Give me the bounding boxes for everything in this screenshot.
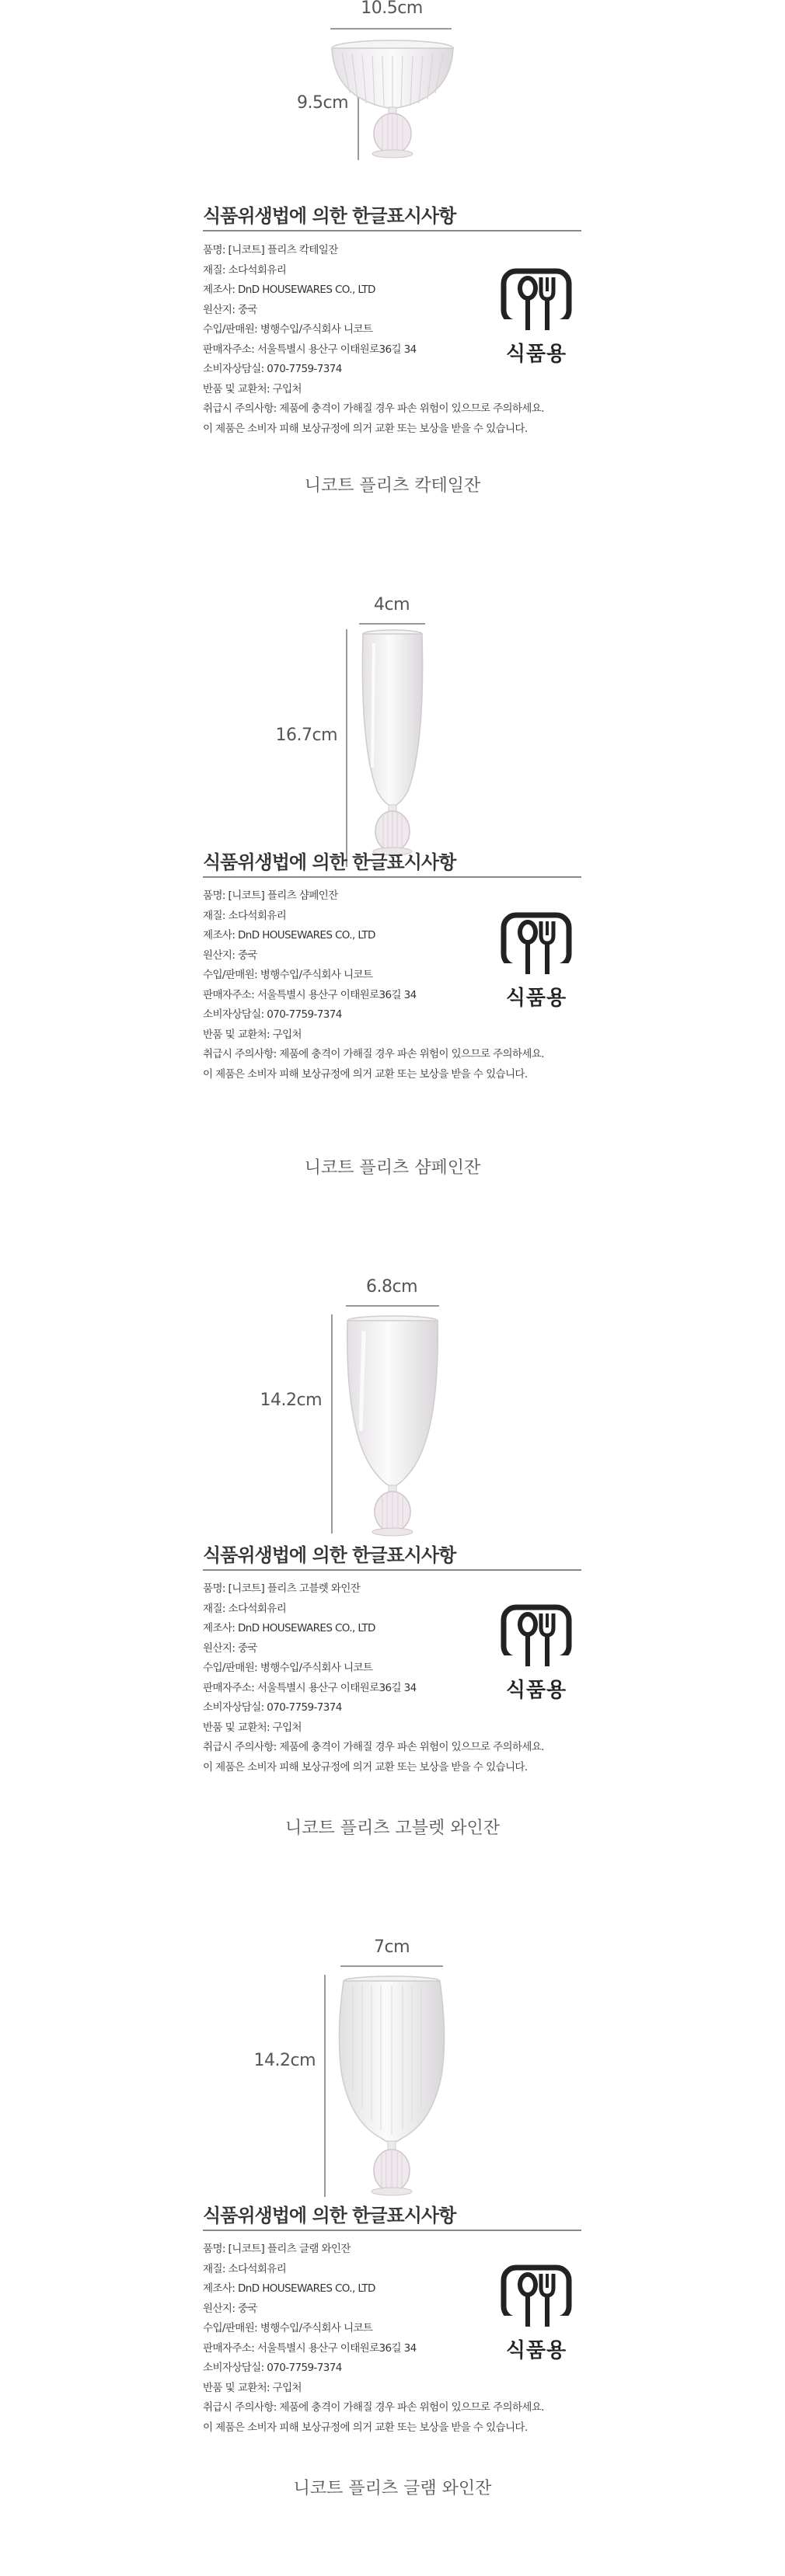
food-utensil-icon — [501, 912, 572, 976]
info-line: 판매자주소: 서울특별시 용산구 이태원로36길 34 — [203, 2341, 417, 2355]
info-line: 소비자상담실: 070-7759-7374 — [203, 1701, 342, 1714]
info-line: 취급시 주의사항: 제품에 충격이 가해질 경우 파손 위험이 있으므로 주의하세요. — [203, 1048, 544, 1060]
info-line: 이 제품은 소비자 피해 보상규정에 의거 교환 또는 보상을 받을 수 있습니다. — [203, 1067, 528, 1081]
height-dimension-line — [331, 1314, 333, 1533]
width-dimension-line — [359, 623, 425, 625]
info-line: 소비자상담실: 070-7759-7374 — [203, 2362, 342, 2374]
width-dimension-label: 7cm — [373, 1937, 410, 1957]
info-line: 소비자상담실: 070-7759-7374 — [203, 1008, 342, 1021]
info-line: 원산지: 중국 — [203, 1641, 257, 1655]
info-line: 재질: 소다석회유리 — [203, 909, 287, 922]
info-line: 판매자주소: 서울특별시 용산구 이태원로36길 34 — [203, 1681, 417, 1694]
info-line: 소비자상담실: 070-7759-7374 — [203, 363, 342, 375]
info-line: 제조사: DnD HOUSEWARES CO., LTD — [203, 2282, 375, 2295]
info-divider — [203, 1569, 581, 1571]
product-caption: 니코트 플리츠 고블렛 와인잔 — [284, 1819, 500, 1838]
product-caption: 니코트 플리츠 샴페인잔 — [304, 1158, 481, 1178]
info-line: 판매자주소: 서울특별시 용산구 이태원로36길 34 — [203, 988, 417, 1001]
width-dimension-line — [330, 28, 452, 30]
info-line: 제조사: DnD HOUSEWARES CO., LTD — [203, 1622, 375, 1634]
food-badge-label: 식품용 — [505, 1679, 567, 1702]
food-badge-label: 식품용 — [505, 987, 567, 1010]
info-line: 원산지: 중국 — [203, 949, 257, 962]
food-grade-badge — [497, 2264, 575, 2363]
info-line: 원산지: 중국 — [203, 2302, 257, 2315]
info-title: 식품위생법에 의한 한글표시사항 — [203, 1544, 456, 1566]
info-line: 반품 및 교환처: 구입처 — [203, 1028, 302, 1041]
info-line: 수입/판매원: 병행수입/주식회사 니코트 — [203, 969, 373, 981]
height-dimension-line — [324, 1975, 326, 2197]
glam-wine-glass-image — [336, 1975, 448, 2200]
info-line: 이 제품은 소비자 피해 보상규정에 의거 교환 또는 보상을 받을 수 있습니다. — [203, 2421, 528, 2434]
food-utensil-icon — [501, 2264, 572, 2328]
food-grade-badge — [497, 1604, 575, 1703]
width-dimension-line — [346, 1305, 439, 1307]
height-dimension-line — [346, 629, 347, 867]
info-line: 수입/판매원: 병행수입/주식회사 니코트 — [203, 323, 373, 336]
info-line: 품명: [니코트] 플리츠 칵테일잔 — [203, 244, 338, 256]
width-dimension-label: 10.5cm — [361, 0, 423, 18]
food-grade-badge — [497, 268, 575, 367]
cocktail-glass-image — [326, 37, 459, 169]
info-line: 품명: [니코트] 플리츠 샴페인잔 — [203, 889, 338, 902]
info-line: 수입/판매원: 병행수입/주식회사 니코트 — [203, 1662, 373, 1674]
info-line: 취급시 주의사항: 제품에 충격이 가해질 경우 파손 위험이 있으므로 주의하세요. — [203, 402, 544, 415]
food-grade-badge — [497, 912, 575, 1011]
product-caption: 니코트 플리츠 칵테일잔 — [304, 476, 481, 496]
info-divider — [203, 2230, 581, 2231]
info-title: 식품위생법에 의한 한글표시사항 — [203, 205, 456, 227]
width-dimension-label: 4cm — [373, 595, 410, 614]
height-dimension-label: 14.2cm — [260, 1391, 322, 1410]
goblet-wine-glass-image — [342, 1314, 443, 1540]
info-line: 재질: 소다석회유리 — [203, 2262, 287, 2275]
champagne-glass-image — [354, 628, 431, 861]
product-section-cocktail — [0, 0, 785, 544]
product-caption: 니코트 플리츠 글램 와인잔 — [293, 2479, 492, 2498]
info-line: 제조사: DnD HOUSEWARES CO., LTD — [203, 284, 375, 296]
height-dimension-label: 14.2cm — [253, 2051, 316, 2070]
product-section-goblet — [0, 1274, 785, 1880]
info-divider — [203, 876, 581, 878]
info-line: 품명: [니코트] 플리츠 고블렛 와인잔 — [203, 1582, 361, 1595]
food-badge-label: 식품용 — [505, 2339, 567, 2362]
height-dimension-label: 9.5cm — [296, 93, 348, 113]
product-section-champagne — [0, 595, 785, 1204]
info-line: 반품 및 교환처: 구입처 — [203, 382, 302, 395]
info-line: 취급시 주의사항: 제품에 충격이 가해질 경우 파손 위험이 있으므로 주의하세요. — [203, 1741, 544, 1753]
info-line: 수입/판매원: 병행수입/주식회사 니코트 — [203, 2322, 373, 2334]
info-title: 식품위생법에 의한 한글표시사항 — [203, 2205, 456, 2226]
food-badge-label: 식품용 — [505, 343, 567, 366]
info-line: 반품 및 교환처: 구입처 — [203, 2381, 302, 2394]
info-line: 제조사: DnD HOUSEWARES CO., LTD — [203, 929, 375, 942]
height-dimension-label: 16.7cm — [275, 726, 337, 745]
info-line: 원산지: 중국 — [203, 303, 257, 316]
info-line: 재질: 소다석회유리 — [203, 263, 287, 277]
width-dimension-label: 6.8cm — [365, 1277, 417, 1297]
info-line: 이 제품은 소비자 피해 보상규정에 의거 교환 또는 보상을 받을 수 있습니다. — [203, 422, 528, 435]
info-title: 식품위생법에 의한 한글표시사항 — [203, 851, 456, 873]
food-utensil-icon — [501, 1604, 572, 1668]
food-utensil-icon — [501, 268, 572, 332]
info-line: 품명: [니코트] 플리츠 글램 와인잔 — [203, 2243, 351, 2255]
width-dimension-line — [340, 1965, 443, 1967]
info-line: 반품 및 교환처: 구입처 — [203, 1721, 302, 1734]
info-line: 취급시 주의사항: 제품에 충격이 가해질 경우 파손 위험이 있으므로 주의하세요. — [203, 2401, 544, 2414]
info-line: 재질: 소다석회유리 — [203, 1602, 287, 1615]
info-line: 이 제품은 소비자 피해 보상규정에 의거 교환 또는 보상을 받을 수 있습니다. — [203, 1760, 528, 1774]
info-line: 판매자주소: 서울특별시 용산구 이태원로36길 34 — [203, 343, 417, 356]
info-divider — [203, 230, 581, 231]
product-section-glam — [0, 1934, 785, 2576]
